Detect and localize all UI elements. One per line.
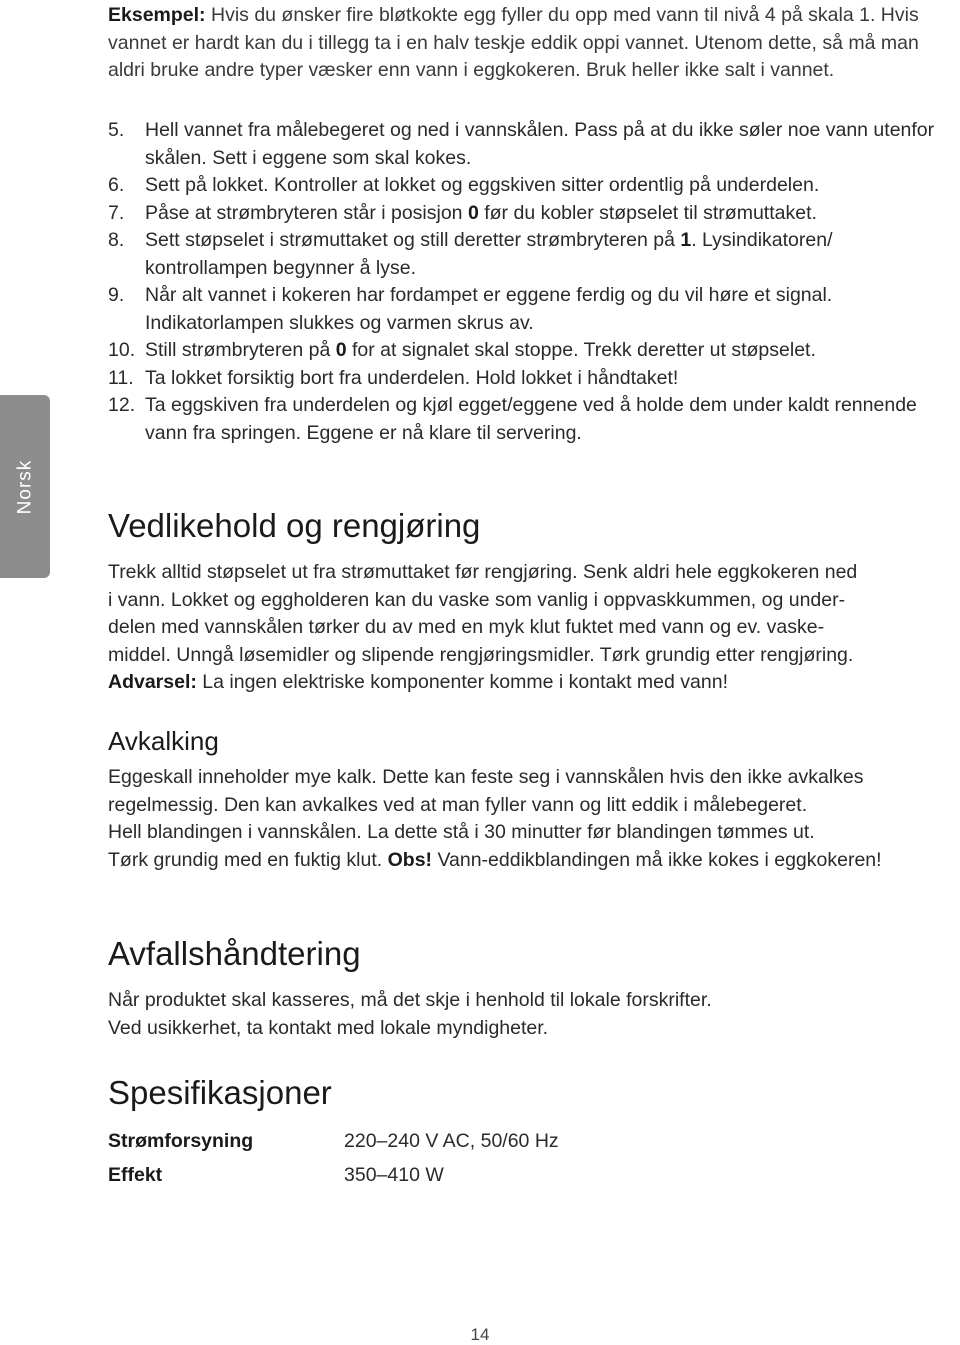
intro-paragraph [108,2,928,85]
specs-table [108,1124,958,1192]
page-number: 14 [470,1325,490,1344]
spec-row: Strømforsyning 220–240 V AC, 50/60 Hz [108,1130,559,1152]
list-item: 6. Sett på lokket. Kontroller at lokket og eggskiven sitter ordentlig på underdelen. [108,174,820,196]
warning-label: Advarsel: [108,671,197,693]
disposal-text: Når produktet skal kasseres, må det skje i henhold til lokale forskrifter. Ved usikkerhet, ta kontakt med lokale myndigheter. [108,989,712,1039]
spec-row: Effekt 350–410 W [108,1164,444,1186]
example-text: Hvis du ønsker fire bløtkokte egg fyller du opp med vann til nivå 4 på skala 1. Hvis vannet er hardt kan du i tillegg ta i en halv teskje eddik oppi vannet. Utenom dette, så må man aldri bruke andre typer væsker enn vann i eggkokeren. Bruk heller ikke salt i vannet. [108,4,919,81]
disposal-heading: Avfallshåndtering [108,935,361,972]
instruction-steps [108,117,938,447]
descaling-heading: Avkalking [108,726,219,756]
list-item: 11. Ta lokket forsiktig bort fra underdelen. Hold lokket i håndtaket! [108,366,679,389]
list-item: 8. Sett støpselet i strømuttaket og still deretter strømbryteren på 1. Lysindikatoren/ kontrollampen begynner å lyse. [108,229,833,279]
specs-heading: Spesifikasjoner [108,1074,332,1111]
list-item: 5. Hell vannet fra målebegeret og ned i vannskålen. Pass på at du ikke søler noe vann utenfor skålen. Sett i eggene som skal kokes. [108,119,935,169]
list-item: 12. Ta eggskiven fra underdelen og kjøl egget/eggene ved å holde dem under kaldt rennende vann fra springen. Eggene er nå klare til servering. [108,394,917,444]
descaling-text: Eggeskall inneholder mye kalk. Dette kan feste seg i vannskålen hvis den ikke avkalkes regelmessig. Den kan avkalkes ved at man fyller vann og litt eddik i målebegeret. Hell blandingen i vannskålen. La dette stå i 30 minutter før blandingen tømmes ut. Tørk grundig med en fuktig klut. Obs! Vann-eddikblandingen må ikke kokes i eggkokeren! [108,766,882,871]
example-label: Eksempel: [108,4,206,26]
list-item: 10. Still strømbryteren på 0 for at signalet skal stoppe. Trekk deretter ut støpselet. [108,339,816,361]
language-side-tab [0,395,50,578]
list-item: 9. Når alt vannet i kokeren har fordampet er eggene ferdig og du vil høre et signal. Indikatorlampen slukkes og varmen skrus av. [108,284,833,334]
maintenance-heading: Vedlikehold og rengjøring [108,507,481,544]
maintenance-text: Trekk alltid støpselet ut fra strømuttaket før rengjøring. Senk aldri hele eggkokeren ned i vann. Lokket og eggholderen kan du vaske som vanlig i oppvaskkummen, og under- delen med vannskålen tørker du av med en myk klut fuktet med vann og ev. vaske- middel. Unngå løsemidler og slipende rengjøringsmidler. Tørk grundig etter rengjøring. Advarsel: La ingen elektriske komponenter komme i kontakt med vann! [108,561,858,693]
list-item: 7. Påse at strømbryteren står i posisjon 0 før du kobler støpselet til strømuttaket. [108,201,817,224]
language-tab-label: Norsk [14,459,35,514]
